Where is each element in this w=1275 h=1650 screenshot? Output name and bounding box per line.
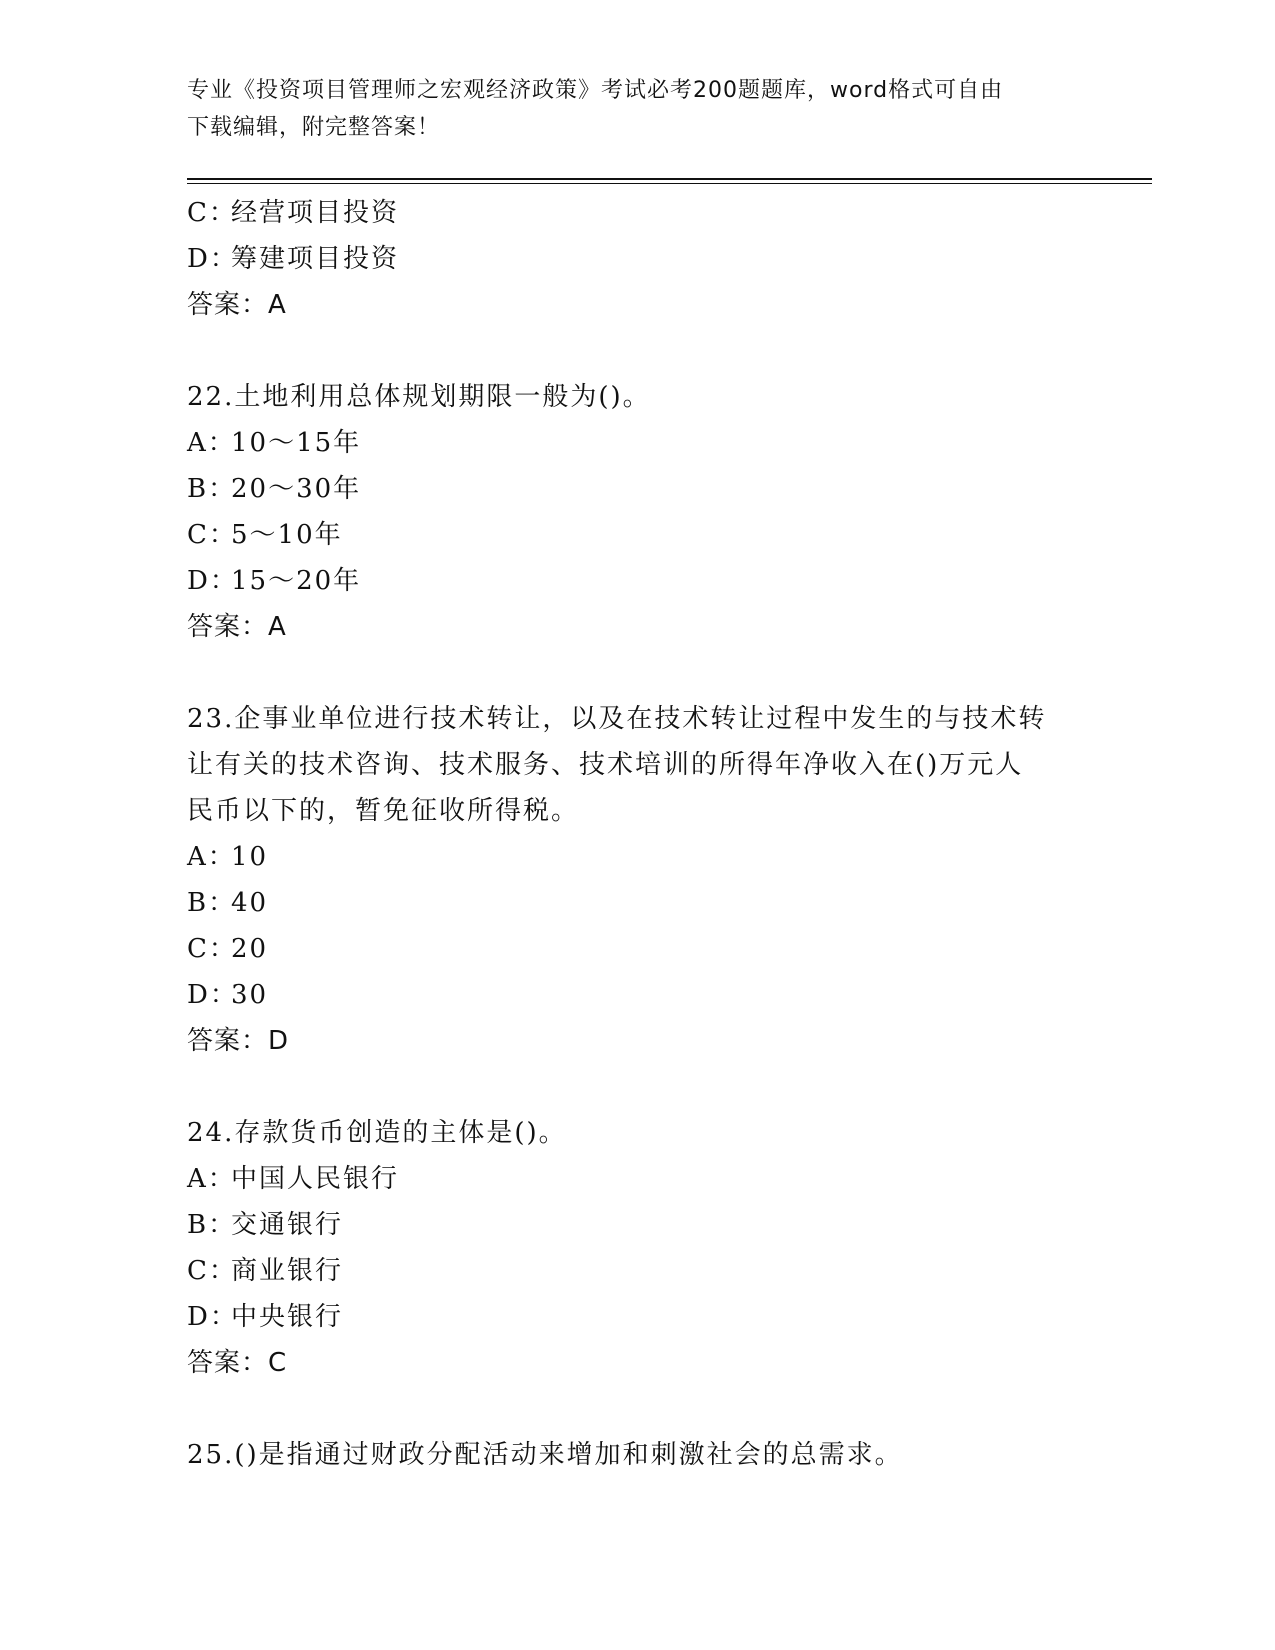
document-header-note	[187, 72, 1087, 146]
question-21-continuation	[187, 190, 1087, 328]
header-rule-thick	[187, 178, 1152, 180]
question-text: 24.存款货币创造的主体是()。	[187, 1118, 567, 1148]
header-rule-thin	[187, 183, 1152, 184]
header-line-2: 下载编辑，附完整答案！	[187, 115, 441, 140]
option-b: B：20～30年	[187, 474, 362, 504]
option-c: C：经营项目投资	[187, 198, 400, 228]
question-23	[187, 696, 1087, 1064]
question-24	[187, 1110, 1087, 1386]
question-text-line-3: 民币以下的，暂免征收所得税。	[187, 796, 580, 826]
question-text-line-2: 让有关的技术咨询、技术服务、技术培训的所得年净收入在()万元人	[187, 750, 1024, 780]
question-25	[187, 1432, 1087, 1478]
option-d: D：筹建项目投资	[187, 244, 400, 274]
header-line-1: 专业《投资项目管理师之宏观经济政策》考试必考200题题库，word格式可自由	[187, 78, 1004, 103]
option-c: C：20	[187, 934, 269, 964]
option-b: B：交通银行	[187, 1210, 344, 1240]
option-d: D：15～20年	[187, 566, 362, 596]
option-c: C：商业银行	[187, 1256, 344, 1286]
answer-line: 答案：A	[187, 290, 287, 320]
option-a: A：中国人民银行	[187, 1164, 400, 1194]
answer-line: 答案：A	[187, 612, 287, 642]
answer-line: 答案：D	[187, 1026, 290, 1056]
question-22	[187, 374, 1087, 650]
question-list	[187, 190, 1087, 1478]
option-d: D：30	[187, 980, 269, 1010]
question-text: 25.()是指通过财政分配活动来增加和刺激社会的总需求。	[187, 1440, 903, 1470]
question-text: 22.土地利用总体规划期限一般为()。	[187, 382, 651, 412]
option-d: D：中央银行	[187, 1302, 344, 1332]
question-text-line-1: 23.企事业单位进行技术转让，以及在技术转让过程中发生的与技术转	[187, 704, 1047, 734]
option-b: B：40	[187, 888, 269, 918]
option-a: A：10～15年	[187, 428, 362, 458]
option-c: C：5～10年	[187, 520, 343, 550]
answer-line: 答案：C	[187, 1348, 288, 1378]
option-a: A：10	[187, 842, 269, 872]
question-text	[187, 696, 1087, 834]
